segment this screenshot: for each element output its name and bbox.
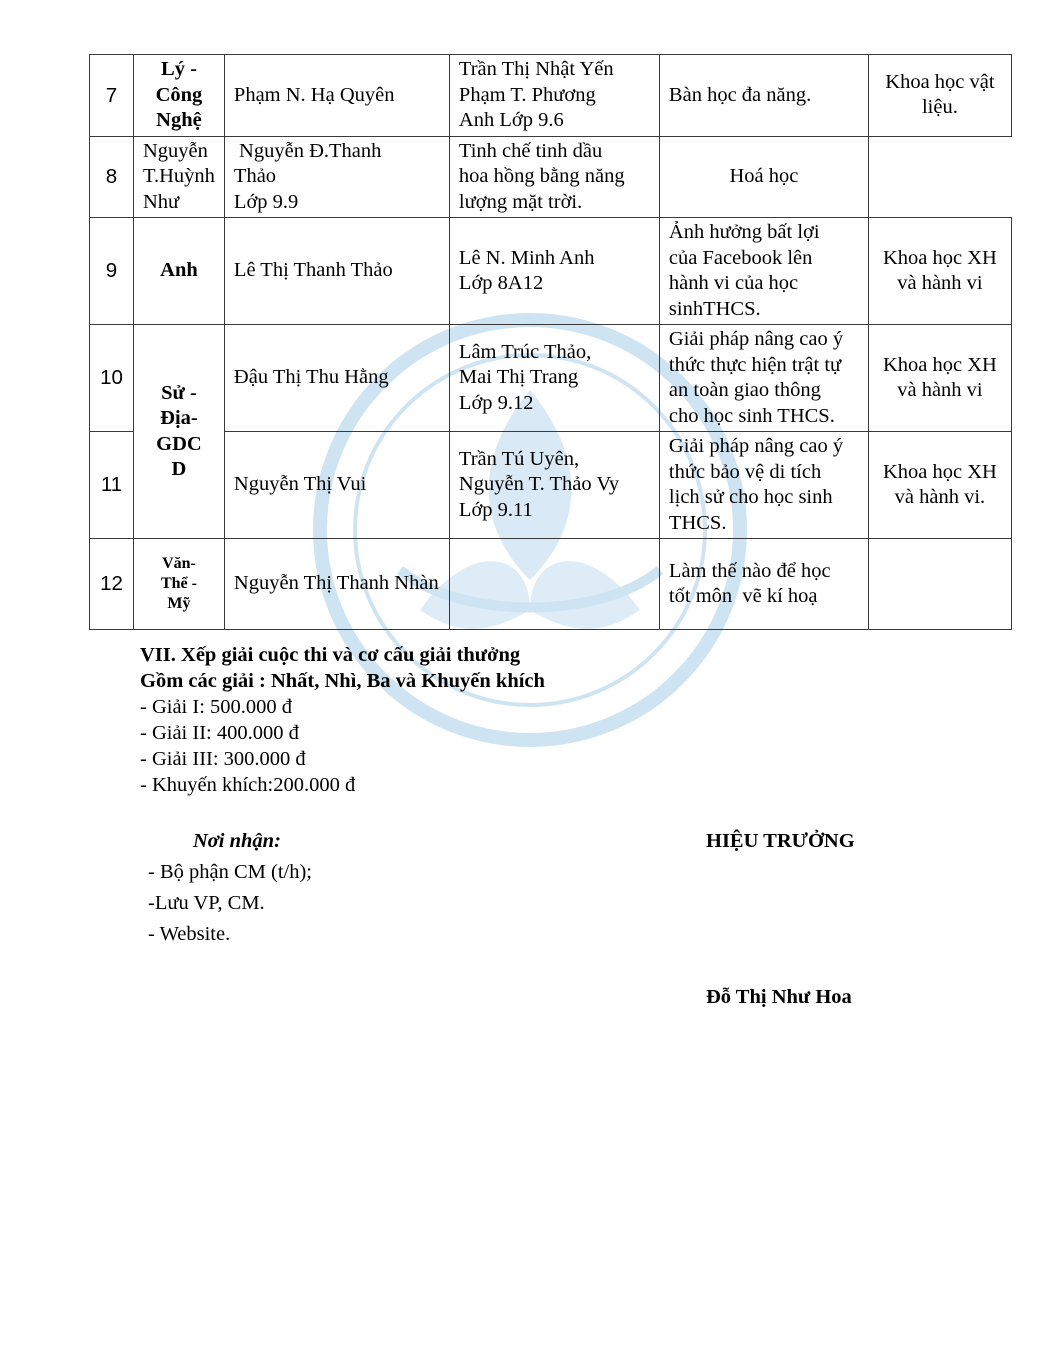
row-number: 7: [90, 55, 134, 137]
subject-line: Mỹ: [167, 595, 191, 612]
teacher-cell: Đậu Thị Thu Hằng: [224, 325, 449, 432]
student-line: Trần Tú Uyên,: [458, 447, 580, 470]
row-number: 12: [90, 539, 134, 630]
topic-line: thức bảo vệ di tích: [668, 460, 822, 483]
field-line: Khoa học vật: [885, 70, 995, 93]
topic-line: của Facebook lên: [668, 246, 813, 269]
field-line: và hành vi.: [894, 486, 986, 508]
signer-title: HIỆU TRƯỞNG: [706, 830, 855, 852]
section-heading: VII. Xếp giải cuộc thi và cơ cấu giải thưởng: [140, 644, 521, 666]
row-number: 11: [90, 432, 134, 539]
topic-line: hành vi của học: [668, 272, 799, 294]
field-cell: [868, 55, 1011, 137]
row-number: 9: [90, 218, 134, 325]
field-cell: [868, 432, 1011, 539]
field-line: Khoa học XH: [882, 460, 997, 483]
student-line: Lê N. Minh Anh: [458, 246, 595, 269]
student-line: Nguyễn Đ.Thanh: [233, 139, 382, 162]
topic-line: lịch sử cho học sinh: [668, 486, 833, 508]
student-line: Thảo: [233, 165, 277, 187]
topic-cell: [659, 539, 868, 630]
recipients-title: Nơi nhận:: [193, 830, 281, 852]
subject-cell: [134, 539, 225, 630]
subject-cell: [134, 325, 225, 539]
subject-line: Công: [155, 83, 203, 106]
subject-line: Địa-: [160, 407, 198, 429]
field-line: và hành vi: [897, 379, 983, 401]
topic-line: Làm thế nào để học: [668, 559, 831, 582]
table-row: [90, 218, 1012, 325]
topic-line: Ảnh hưởng bất lợi: [668, 221, 820, 243]
topic-cell: [659, 218, 868, 325]
table-row: [90, 432, 1012, 539]
topic-line: Bàn học đa năng.: [668, 83, 812, 106]
topic-line: cho học sinh THCS.: [668, 404, 835, 427]
teacher-cell: Nguyễn Thị Thanh Nhàn: [224, 539, 449, 630]
table-row: [90, 136, 1012, 218]
students-cell: [449, 325, 659, 432]
recipient-item: -Lưu VP, CM.: [148, 892, 265, 914]
field-line: Khoa học XH: [882, 246, 997, 269]
recipient-item: - Bộ phận CM (t/h);: [148, 861, 312, 883]
topic-line: Tinh chế tinh dầu: [458, 139, 603, 162]
topic-line: Giải pháp nâng cao ý: [668, 435, 844, 457]
prize-item: - Giải III: 300.000 đ: [140, 748, 306, 770]
topic-cell: [659, 432, 868, 539]
field-cell: [659, 136, 868, 218]
topic-line: an toàn giao thông: [668, 379, 821, 401]
field-line: liệu.: [921, 96, 958, 119]
topic-cell: [449, 136, 659, 218]
teacher-cell: Nguyễn T.Huỳnh Như: [134, 136, 225, 218]
subject-line: Thể -: [160, 575, 197, 592]
topic-line: thức thực hiện trật tự: [668, 353, 842, 376]
student-line: Lớp 9.9: [233, 190, 299, 213]
field-cell: [868, 218, 1011, 325]
field-cell: [868, 539, 1011, 630]
subject-line: Nghệ: [156, 109, 202, 131]
prize-item: - Khuyến khích:200.000 đ: [140, 774, 356, 796]
field-line: Hoá học: [729, 165, 799, 187]
field-line: và hành vi: [897, 272, 983, 294]
topic-line: tốt môn vẽ kí hoạ: [668, 585, 818, 607]
students-cell: [449, 432, 659, 539]
subject-line: Sử -: [161, 381, 197, 404]
student-line: Lớp 8A12: [458, 272, 544, 294]
student-line: Phạm T. Phương: [458, 83, 596, 106]
subject-line: Lý -: [161, 58, 197, 80]
topic-line: lượng mặt trời.: [458, 190, 583, 213]
students-cell: [449, 539, 659, 630]
recipient-item: - Website.: [148, 923, 231, 945]
subject-line: GDC: [156, 432, 202, 455]
row-number: 10: [90, 325, 134, 432]
prize-item: - Giải I: 500.000 đ: [140, 696, 293, 718]
student-line: Anh Lớp 9.6: [458, 109, 564, 131]
topic-line: sinhTHCS.: [668, 297, 761, 320]
subject-line: D: [171, 458, 187, 480]
topic-line: hoa hồng bằng năng: [458, 165, 625, 187]
project-table: [89, 54, 1012, 630]
teacher-cell: Nguyễn Thị Vui: [224, 432, 449, 539]
signer-name: Đỗ Thị Như Hoa: [706, 986, 852, 1008]
topic-cell: [659, 325, 868, 432]
subject-line: Anh: [160, 259, 198, 282]
student-line: Lớp 9.11: [458, 498, 533, 521]
student-line: Nguyễn T. Thảo Vy: [458, 473, 620, 496]
field-line: Khoa học XH: [882, 353, 997, 376]
subject-line: Văn-: [162, 555, 196, 572]
student-line: Mai Thị Trang: [458, 366, 579, 389]
row-number: 8: [90, 136, 134, 218]
field-cell: [868, 325, 1011, 432]
student-line: Trần Thị Nhật Yến: [458, 58, 614, 80]
table-row: [90, 539, 1012, 630]
student-line: Lâm Trúc Thảo,: [458, 340, 592, 363]
students-cell: [449, 55, 659, 137]
topic-cell: [659, 55, 868, 137]
teacher-cell: Phạm N. Hạ Quyên: [224, 55, 449, 137]
subject-cell: [134, 218, 225, 325]
teacher-cell: Lê Thị Thanh Thảo: [224, 218, 449, 325]
subject-cell: [134, 55, 225, 137]
students-cell: [224, 136, 449, 218]
table-row: [90, 55, 1012, 137]
students-cell: [449, 218, 659, 325]
table-row: [90, 325, 1012, 432]
student-line: Lớp 9.12: [458, 391, 534, 414]
section-subheading: Gồm các giải : Nhất, Nhì, Ba và Khuyến khích: [140, 670, 545, 692]
topic-line: Giải pháp nâng cao ý: [668, 328, 844, 350]
prize-item: - Giải II: 400.000 đ: [140, 722, 299, 744]
topic-line: THCS.: [668, 511, 727, 534]
